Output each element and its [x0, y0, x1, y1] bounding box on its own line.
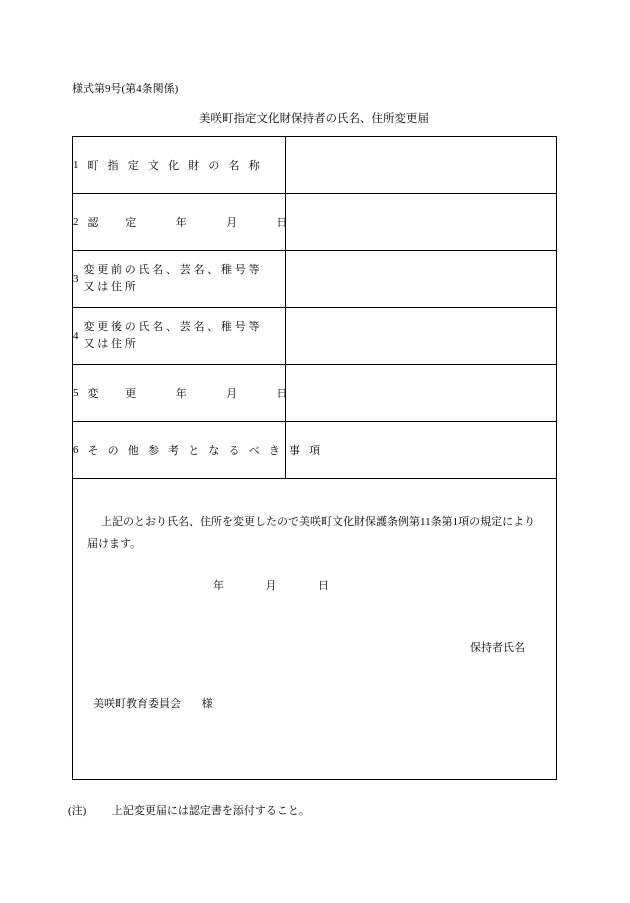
row-number-3: 3 [73, 273, 79, 285]
statement-cell [73, 479, 557, 780]
date-day: 日 [318, 580, 329, 592]
row-number-1: 1 [73, 159, 79, 171]
row-value-2[interactable] [286, 194, 557, 251]
row-value-6[interactable] [286, 422, 557, 479]
statement-paragraph: 上記のとおり氏名、住所を変更したので美咲町文化財保護条例第11条第1項の規定により届けます。 [87, 516, 536, 550]
table-row [73, 194, 557, 251]
table-row [73, 422, 557, 479]
form-table [72, 136, 557, 780]
row-label-text-4-line2: 又 は 住 所 [83, 338, 136, 350]
row-number-2: 2 [73, 216, 79, 228]
row-label-4 [73, 308, 286, 365]
row-label-text-1: 町 指 定 文 化 財 の 名 称 [87, 160, 263, 172]
row-label-text-3-line2: 又 は 住 所 [83, 281, 136, 293]
date-year: 年 [213, 580, 224, 592]
row-label-text-3-line1: 変 更 前 の 氏 名 、 芸 名 、 稚 号 等 [83, 263, 260, 276]
row-value-1[interactable] [286, 137, 557, 194]
row-value-4[interactable] [286, 308, 557, 365]
date-line[interactable] [213, 577, 329, 593]
row-label-1 [73, 137, 286, 194]
footnote [68, 802, 310, 818]
addressee-honorific: 様 [201, 698, 213, 710]
form-number: 様式第9号(第4条関係) [72, 83, 179, 95]
row-value-3[interactable] [286, 251, 557, 308]
row-label-text-6: そ の 他 参 考 と な る べ き 事 項 [87, 445, 324, 457]
table-row [73, 308, 557, 365]
row-label-text-2: 認 定 年 月 日 [87, 217, 290, 229]
row-value-5[interactable] [286, 365, 557, 422]
table-row [73, 251, 557, 308]
table-row [73, 365, 557, 422]
row-label-text-4-line1: 変 更 後 の 氏 名 、 芸 名 、 稚 号 等 [83, 320, 260, 333]
table-row [73, 137, 557, 194]
row-label-6 [73, 422, 324, 479]
row-label-3 [73, 251, 286, 308]
date-month: 月 [265, 580, 277, 592]
row-number-4: 4 [73, 330, 79, 342]
row-label-5 [73, 365, 290, 422]
row-label-text-5: 変 更 年 月 日 [87, 388, 290, 400]
row-number-5: 5 [73, 387, 79, 399]
row-number-6: 6 [73, 444, 79, 456]
document-title: 美咲町指定文化財保持者の氏名、住所変更届 [199, 113, 429, 125]
addressee-line [93, 695, 213, 711]
table-row-statement [73, 479, 557, 780]
footnote-text: 上記変更届には認定書を添付すること。 [111, 805, 310, 817]
footnote-marker: (注) [68, 805, 87, 817]
addressee-name: 美咲町教育委員会 [93, 698, 181, 710]
row-label-2 [73, 194, 290, 251]
holder-name-label: 保持者氏名 [470, 642, 525, 654]
